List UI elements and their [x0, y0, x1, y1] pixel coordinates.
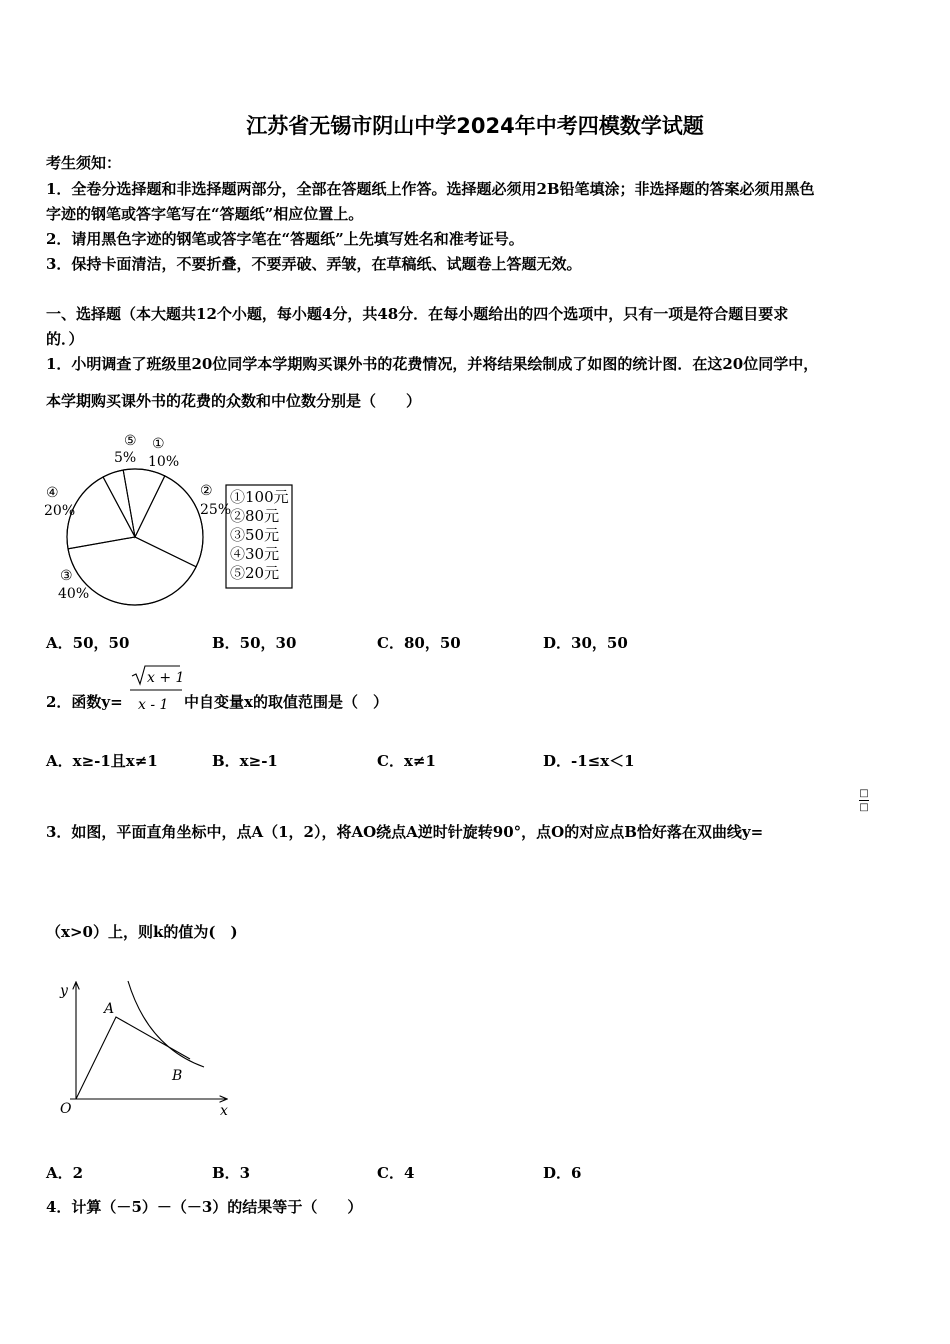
notice-heading: 考生须知：: [46, 154, 122, 172]
q2-numerator: x + 1: [147, 670, 184, 686]
pie-label-1-num: ①: [152, 436, 165, 452]
notice-line-1a: 1．全卷分选择题和非选择题两部分，全部在答题纸上作答。选择题必须用2B铅笔填涂；非选择题的答案必须用黑色: [46, 180, 815, 198]
q1-option-a: A．50，50: [46, 634, 130, 652]
q1-line-2: 本学期购买课外书的花费的众数和中位数分别是（ ）: [46, 392, 422, 410]
pie-label-4-pct: 20%: [44, 503, 76, 519]
q1-option-d: D．30，50: [543, 634, 628, 652]
q1-line-1: 1．小明调查了班级里20位同学本学期购买课外书的花费情况，并将结果绘制成了如图的统计图．在这20位同学中，: [46, 355, 819, 373]
pie-slice-5: [103, 470, 135, 537]
q2-option-a: A．x≥-1且x≠1: [46, 752, 158, 770]
notice-line-3: 3．保持卡面清洁，不要折叠，不要弄破、弄皱，在草稿纸、试题卷上答题无效。: [46, 255, 582, 273]
pie-label-2-pct: 25%: [200, 502, 232, 518]
q3-small-fraction: [858, 788, 870, 813]
pie-label-2-num: ②: [200, 483, 213, 499]
pie-legend-1: ①100元: [230, 488, 289, 506]
pie-label-4-num: ④: [46, 485, 59, 501]
pie-label-3-num: ③: [60, 568, 73, 584]
q3-line-1: 3．如图，平面直角坐标中，点A（1，2），将AO绕点A逆时针旋转90°，点O的对应点B恰好落在双曲线y=: [46, 823, 764, 841]
notice-line-1b: 字迹的钢笔或答字笔写在“答题纸”相应位置上。: [46, 205, 364, 223]
q1-option-b: B．50，30: [212, 634, 297, 652]
y-axis-label: y: [60, 983, 68, 999]
origin-label: O: [60, 1101, 72, 1115]
section-heading-2: 的．）: [46, 330, 84, 348]
q2-denominator: x - 1: [138, 697, 169, 713]
page-title: 江苏省无锡市阴山中学2024年中考四模数学试题: [246, 114, 704, 138]
q3-frac-bottom: □: [859, 802, 869, 813]
q3-frac-top: □: [859, 788, 869, 799]
point-b-label: B: [172, 1068, 183, 1084]
pie-slice-4: [67, 477, 135, 549]
q4-line-1: 4．计算（－5）－（－3）的结果等于（ ）: [46, 1198, 363, 1216]
pie-legend-3: ③50元: [230, 526, 280, 544]
pie-legend-4: ④30元: [230, 545, 280, 563]
hyperbola-curve: [128, 981, 204, 1067]
pie-legend-2: ②80元: [230, 507, 280, 525]
pie-slices: [67, 469, 203, 605]
q3-line-2: （x>0）上，则k的值为( ): [46, 923, 238, 941]
pie-legend-5: ⑤20元: [230, 564, 280, 582]
q3-frac-bar: [859, 800, 869, 801]
q3-option-a: A．2: [46, 1164, 84, 1182]
q2-suffix: 中自变量x的取值范围是（ ）: [184, 693, 388, 711]
q2-prefix: 2．函数y=: [46, 693, 123, 711]
q2-option-c: C．x≠1: [377, 752, 436, 770]
q3-coordinate-figure: [40, 975, 240, 1115]
section-heading-1: 一、选择题（本大题共12个小题，每小题4分，共48分．在每小题给出的四个选项中，只有一项是符合题目要求: [46, 305, 789, 323]
pie-label-3-pct: 40%: [58, 586, 90, 602]
q3-option-c: C．4: [377, 1164, 415, 1182]
pie-label-5-num: ⑤: [124, 433, 137, 449]
notice-line-2: 2．请用黑色字迹的钢笔或答字笔在“答题纸”上先填写姓名和准考证号。: [46, 230, 524, 248]
pie-label-5-pct: 5%: [114, 450, 137, 466]
segment-oab: [76, 1017, 190, 1099]
point-a-label: A: [104, 1001, 115, 1017]
pie-label-1-pct: 10%: [148, 454, 180, 470]
x-axis-label: x: [220, 1103, 228, 1115]
q2-option-b: B．x≥-1: [212, 752, 278, 770]
q3-option-d: D．6: [543, 1164, 582, 1182]
q1-pie-chart: [40, 425, 300, 610]
q1-option-c: C．80，50: [377, 634, 461, 652]
q3-option-b: B．3: [212, 1164, 251, 1182]
q2-fraction: [128, 662, 184, 716]
q2-option-d: D．-1≤x＜1: [543, 752, 635, 770]
